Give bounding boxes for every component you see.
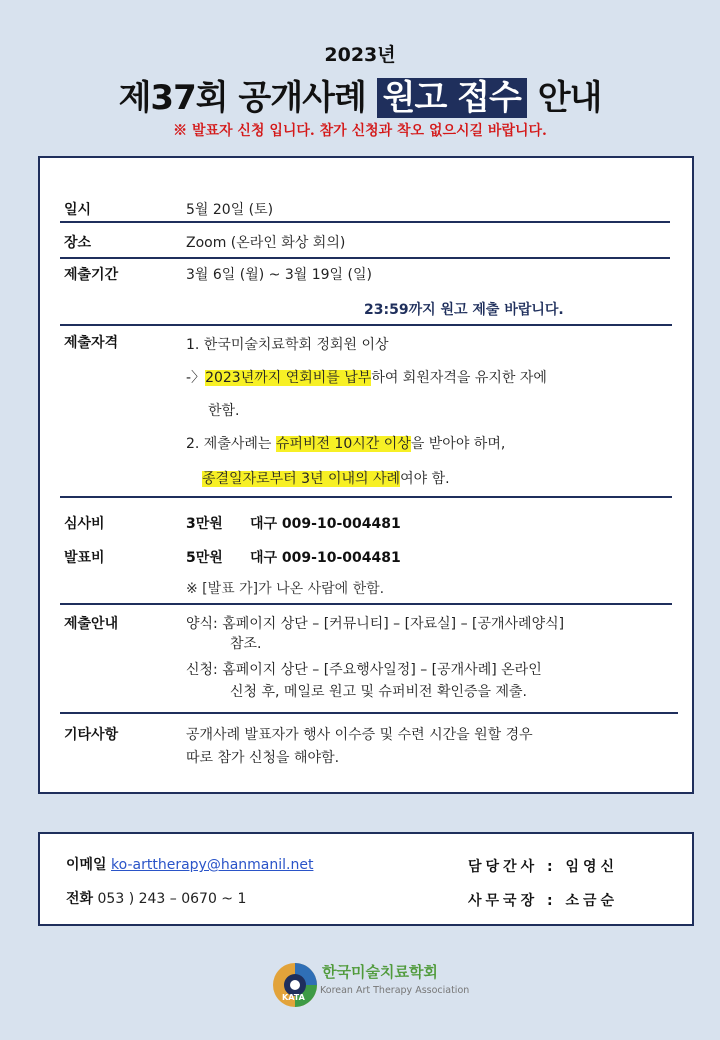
qualification-line-2 [186,367,547,387]
date-value: 5월 20일 (토) [186,202,274,218]
guide-apply-line-2: 신청 후, 메일로 원고 및 슈퍼비전 확인증을 제출. [230,684,528,700]
presenter-notice: ※ 발표자 신청 입니다. 참가 신청과 착오 없으시길 바랍니다. [173,123,547,139]
divider [60,712,678,714]
etc-line-2: 따로 참가 신청을 해야함. [186,750,340,766]
phone-label: 전화 [66,891,94,907]
highlight-fee: 2023년까지 연회비를 납부 [205,370,372,386]
present-fee-note: ※ [발표 가]가 나온 사람에 한함. [186,581,385,597]
period-value: 3월 6일 (월) ~ 3월 19일 (일) [186,267,372,283]
qualification-line-5-post: 여야 함. [400,471,450,487]
arrow-mark: -〉 [186,370,206,386]
qualification-line-4-pre: 2. 제출사례는 [186,436,276,452]
etc-line-1: 공개사례 발표자가 행사 이수증 및 수련 시간을 원할 경우 [186,727,533,743]
divider [60,257,670,259]
info-panel [38,156,694,794]
period-label: 제출기간 [64,267,119,283]
logo-abbr: KATA [282,993,305,1002]
title-suffix: 안내 [537,78,602,118]
review-fee-label: 심사비 [64,516,105,532]
divider [60,324,672,326]
divider [60,603,672,605]
qualification-line-3: 한함. [208,403,240,419]
highlight-supervision: 슈퍼비전 10시간 이상 [275,436,411,452]
email-label: 이메일 [66,857,107,873]
present-fee-amount: 5만원 [186,550,223,566]
phone-row [66,888,246,908]
date-label: 일시 [64,202,92,218]
logo-name-kr: 한국미술치료학회 [322,963,438,981]
qualification-line-1: 1. 한국미술치료학회 정회원 이상 [186,337,389,353]
qualification-line-5 [202,468,450,488]
qualification-line-4-post: 을 받아야 하며, [410,436,506,452]
present-fee-account: 대구 009-10-004481 [250,550,401,566]
review-fee-account: 대구 009-10-004481 [250,516,401,532]
page-title [0,70,720,119]
divider [60,221,670,223]
qualification-label: 제출자격 [64,335,119,351]
divider [60,496,672,498]
logo-mark-icon [270,955,320,1011]
qualification-line-2-rest: 하여 회원자격을 유지한 자에 [371,370,547,386]
qualification-line-4 [186,433,505,453]
logo-name-en: Korean Art Therapy Association [320,985,470,996]
association-logo [270,955,470,1015]
present-fee-label: 발표비 [64,550,105,566]
guide-form-line-2: 참조. [230,636,262,652]
title-prefix: 제37회 공개사례 [118,78,366,118]
secretary-text: 사무국장 : 소금순 [468,893,619,909]
highlight-case-period: 종결일자로부터 3년 이내의 사례 [202,471,401,487]
phone-number: 053 ) 243 – 0670 ~ 1 [97,891,247,907]
review-fee-amount: 3만원 [186,516,223,532]
deadline-text: 23:59까지 원고 제출 바랍니다. [364,302,564,318]
guide-label: 제출안내 [64,616,119,632]
year-heading: 2023년 [324,44,396,66]
title-highlight: 원고 접수 [377,78,527,118]
guide-apply-line-1: 신청: 홈페이지 상단 – [주요행사일정] – [공개사례] 온라인 [186,662,542,678]
email-row [66,854,313,874]
place-label: 장소 [64,235,92,251]
guide-form-line-1: 양식: 홈페이지 상단 – [커뮤니티] – [자료실] – [공개사례양식] [186,616,565,632]
contact-panel [38,832,694,926]
etc-label: 기타사항 [64,727,119,743]
manager-text: 담당간사 : 임영신 [468,859,619,875]
email-link[interactable]: ko-arttherapy@hanmanil.net [111,857,314,873]
place-value: Zoom (온라인 화상 회의) [186,235,346,251]
